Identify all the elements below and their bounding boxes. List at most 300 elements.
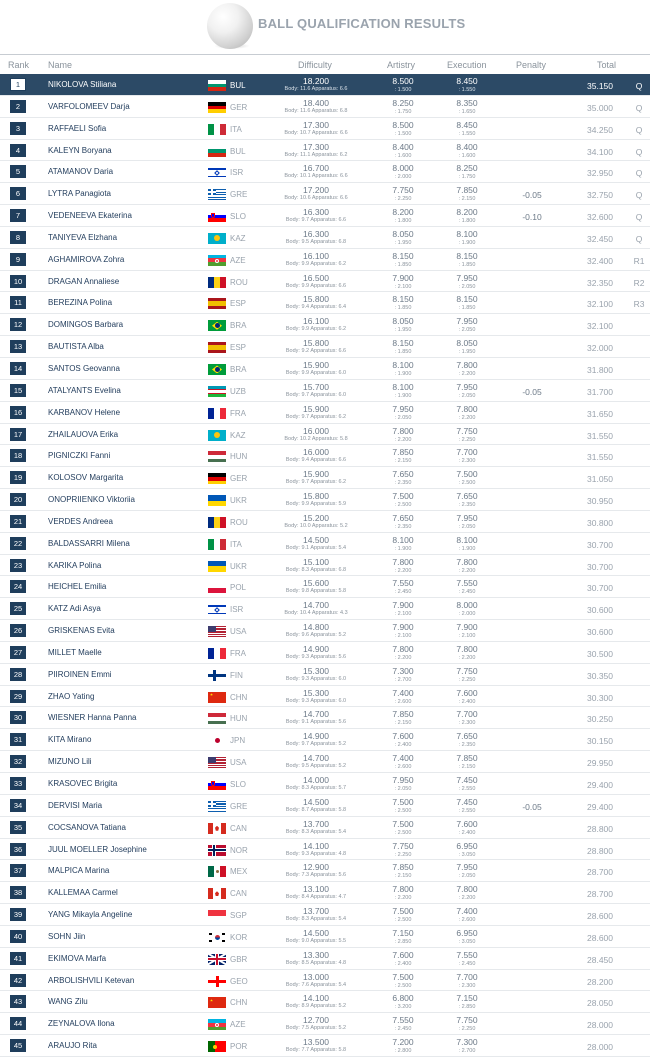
artistry-score: 7.600	[392, 949, 414, 960]
artistry-score: 7.900	[392, 272, 414, 283]
table-row	[0, 424, 650, 446]
artistry-deduction: : 1.750	[394, 108, 412, 115]
rank-badge: 1	[10, 78, 26, 91]
difficulty-score: 15.300	[303, 665, 329, 676]
difficulty-breakdown: Body: 10.7 Apparatus: 6.6	[284, 129, 348, 136]
flag-icon	[208, 1019, 226, 1030]
athlete-name: ARBOLISHVILI Ketevan	[48, 975, 135, 985]
country-code: FRA	[230, 648, 246, 658]
difficulty-breakdown: Body: 8.7 Apparatus: 5.8	[285, 806, 347, 813]
difficulty-breakdown: Body: 7.6 Apparatus: 5.4	[285, 981, 347, 988]
artistry-deduction: : 2.400	[394, 742, 412, 749]
penalty-value: -0.05	[522, 801, 542, 812]
qualification-status: Q	[635, 190, 643, 201]
execution-score: 7.750	[456, 665, 478, 676]
artistry-deduction: : 2.500	[394, 917, 412, 924]
flag-icon	[208, 626, 226, 637]
country-code: SLO	[230, 212, 247, 222]
table-row	[0, 96, 650, 118]
table-row	[0, 620, 650, 642]
athlete-name: KALEYN Boryana	[48, 145, 112, 155]
difficulty-score: 16.500	[303, 272, 329, 283]
execution-deduction: : 1.850	[458, 261, 476, 268]
qualification-status: Q	[635, 146, 643, 157]
difficulty-breakdown: Body: 7.7 Apparatus: 5.8	[285, 1047, 347, 1054]
artistry-deduction: : 2.500	[394, 982, 412, 989]
difficulty-breakdown: Body: 9.7 Apparatus: 6.2	[285, 479, 347, 486]
execution-score: 7.850	[456, 753, 478, 764]
rank-badge: 44	[10, 1017, 26, 1030]
col-execution: Execution	[447, 60, 487, 70]
artistry-deduction: : 2.000	[394, 174, 412, 181]
flag-icon	[208, 473, 226, 484]
rank-badge: 40	[10, 930, 26, 943]
difficulty-breakdown: Body: 9.3 Apparatus: 6.0	[285, 697, 347, 704]
difficulty-breakdown: Body: 9.3 Apparatus: 6.0	[285, 675, 347, 682]
artistry-score: 7.200	[392, 1037, 414, 1048]
difficulty-score: 15.300	[303, 687, 329, 698]
rank-badge: 38	[10, 886, 26, 899]
execution-score: 8.100	[456, 534, 478, 545]
athlete-name: SANTOS Geovanna	[48, 363, 120, 373]
execution-deduction: : 2.350	[458, 742, 476, 749]
artistry-deduction: : 3.200	[394, 1004, 412, 1011]
artistry-score: 8.000	[392, 163, 414, 174]
execution-score: 7.900	[456, 622, 478, 633]
country-code: FIN	[230, 670, 243, 680]
flag-icon	[208, 604, 226, 615]
flag-icon	[208, 298, 226, 309]
flag-icon	[208, 997, 226, 1008]
difficulty-breakdown: Body: 10.0 Apparatus: 5.2	[284, 522, 348, 529]
athlete-name: YANG Mikayla Angeline	[48, 910, 133, 920]
total-score: 30.700	[587, 561, 613, 572]
ball-icon	[207, 3, 253, 49]
artistry-score: 8.400	[392, 141, 414, 152]
execution-deduction: : 2.700	[458, 1048, 476, 1055]
artistry-deduction: : 2.250	[394, 196, 412, 203]
table-row	[0, 664, 650, 686]
execution-deduction: : 2.850	[458, 1004, 476, 1011]
rank-badge: 11	[10, 296, 26, 309]
difficulty-score: 18.200	[303, 76, 329, 86]
artistry-score: 7.600	[392, 731, 414, 742]
total-score: 28.800	[587, 845, 613, 856]
execution-score: 7.950	[456, 316, 478, 327]
qualification-status: Q	[635, 233, 643, 244]
flag-icon	[208, 845, 226, 856]
flag-icon	[208, 1041, 226, 1052]
artistry-score: 7.500	[392, 818, 414, 829]
execution-score: 7.750	[456, 425, 478, 436]
flag-icon	[208, 451, 226, 462]
execution-deduction: : 2.000	[458, 611, 476, 618]
difficulty-score: 16.000	[303, 425, 329, 436]
difficulty-breakdown: Body: 9.1 Apparatus: 5.6	[285, 719, 347, 726]
execution-score: 6.950	[456, 927, 478, 938]
total-score: 34.100	[587, 146, 613, 157]
rank-badge: 34	[10, 799, 26, 812]
execution-deduction: : 2.400	[458, 698, 476, 705]
difficulty-breakdown: Body: 10.1 Apparatus: 6.6	[284, 173, 348, 180]
artistry-score: 8.100	[392, 359, 414, 370]
country-code: GRE	[230, 190, 248, 200]
country-code: CAN	[230, 889, 247, 899]
athlete-name: DRAGAN Annaliese	[48, 276, 120, 286]
rank-badge: 10	[10, 275, 26, 288]
country-code: GEO	[230, 976, 248, 986]
col-rank: Rank	[8, 60, 30, 70]
difficulty-breakdown: Body: 9.4 Apparatus: 6.4	[285, 304, 347, 311]
country-code: ROU	[230, 277, 248, 287]
flag-icon	[208, 910, 226, 921]
execution-deduction: : 1.750	[458, 174, 476, 181]
qualification-status: Q	[635, 212, 643, 223]
artistry-deduction: : 1.900	[394, 370, 412, 377]
flag-icon	[208, 582, 226, 593]
difficulty-breakdown: Body: 9.9 Apparatus: 5.9	[285, 501, 347, 508]
total-score: 28.450	[587, 954, 613, 965]
artistry-score: 7.850	[392, 709, 414, 720]
penalty-value: -0.05	[522, 190, 542, 201]
execution-score: 7.950	[456, 512, 478, 523]
rank-badge: 12	[10, 318, 26, 331]
execution-deduction: : 1.650	[458, 108, 476, 115]
artistry-score: 7.850	[392, 862, 414, 873]
execution-score: 7.950	[456, 272, 478, 283]
execution-deduction: : 1.600	[458, 152, 476, 159]
table-row	[0, 533, 650, 555]
execution-deduction: : 2.300	[458, 982, 476, 989]
flag-icon	[208, 277, 226, 288]
rank-badge: 39	[10, 908, 26, 921]
execution-deduction: : 2.250	[458, 436, 476, 443]
artistry-score: 7.300	[392, 665, 414, 676]
table-row	[0, 336, 650, 358]
country-code: ESP	[230, 299, 247, 309]
table-row	[0, 205, 650, 227]
difficulty-score: 13.100	[303, 884, 329, 895]
country-code: BRA	[230, 321, 247, 331]
rank-badge: 14	[10, 362, 26, 375]
athlete-name: ATALYANTS Evelina	[48, 385, 121, 395]
country-code: BUL	[230, 146, 246, 156]
execution-score: 8.200	[456, 207, 478, 218]
rank-badge: 26	[10, 624, 26, 637]
execution-score: 7.950	[456, 381, 478, 392]
execution-score: 7.650	[456, 491, 478, 502]
country-code: ISR	[230, 605, 244, 615]
flag-icon	[208, 670, 226, 681]
difficulty-score: 14.500	[303, 796, 329, 807]
artistry-deduction: : 1.500	[394, 87, 412, 93]
execution-deduction: : 2.250	[458, 676, 476, 683]
athlete-name: EKIMOVA Marfa	[48, 953, 107, 963]
table-row	[0, 773, 650, 795]
rank-badge: 3	[10, 122, 26, 135]
execution-deduction: : 2.200	[458, 895, 476, 902]
flag-icon	[208, 735, 226, 746]
execution-deduction: : 2.150	[458, 196, 476, 203]
country-code: HUN	[230, 452, 248, 462]
flag-icon	[208, 932, 226, 943]
total-score: 29.400	[587, 801, 613, 812]
execution-score: 7.550	[456, 949, 478, 960]
execution-score: 8.400	[456, 141, 478, 152]
total-score: 32.600	[587, 212, 613, 223]
execution-score: 7.700	[456, 447, 478, 458]
country-code: KAZ	[230, 430, 246, 440]
flag-icon	[208, 648, 226, 659]
athlete-name: HEICHEL Emilia	[48, 582, 107, 592]
total-score: 28.700	[587, 867, 613, 878]
difficulty-score: 16.000	[303, 447, 329, 458]
flag-icon	[208, 146, 226, 157]
rank-badge: 45	[10, 1039, 26, 1052]
artistry-score: 8.100	[392, 381, 414, 392]
difficulty-breakdown: Body: 11.1 Apparatus: 6.2	[284, 151, 348, 158]
rank-badge: 19	[10, 471, 26, 484]
execution-score: 7.800	[456, 403, 478, 414]
artistry-deduction: : 1.900	[394, 392, 412, 399]
rank-badge: 20	[10, 493, 26, 506]
table-row	[0, 140, 650, 162]
flag-icon	[208, 102, 226, 113]
artistry-deduction: : 2.100	[394, 611, 412, 618]
athlete-name: KOLOSOV Margarita	[48, 473, 124, 483]
country-code: GRE	[230, 801, 248, 811]
execution-score: 7.750	[456, 1015, 478, 1026]
total-score: 30.350	[587, 670, 613, 681]
table-row	[0, 183, 650, 205]
execution-deduction: : 2.050	[458, 392, 476, 399]
execution-score: 8.100	[456, 228, 478, 239]
difficulty-score: 18.400	[303, 97, 329, 108]
country-code: POR	[230, 1042, 248, 1052]
rank-badge: 33	[10, 777, 26, 790]
difficulty-score: 15.100	[303, 556, 329, 567]
rank-badge: 7	[10, 209, 26, 222]
difficulty-score: 17.300	[303, 119, 329, 130]
artistry-deduction: : 2.500	[394, 829, 412, 836]
total-score: 28.050	[587, 998, 613, 1009]
table-header	[0, 54, 650, 74]
total-score: 32.950	[587, 168, 613, 179]
artistry-deduction: : 2.350	[394, 480, 412, 487]
athlete-name: ATAMANOV Daria	[48, 167, 114, 177]
qualification-status: R2	[633, 277, 645, 288]
col-name: Name	[48, 60, 73, 70]
table-row	[0, 445, 650, 467]
table-row	[0, 751, 650, 773]
total-score: 29.950	[587, 758, 613, 769]
artistry-score: 7.800	[392, 884, 414, 895]
artistry-score: 8.150	[392, 294, 414, 305]
country-code: BUL	[230, 81, 246, 90]
table-row	[0, 948, 650, 970]
total-score: 28.000	[587, 1020, 613, 1031]
table-row	[0, 795, 650, 817]
artistry-deduction: : 2.450	[394, 589, 412, 596]
difficulty-score: 15.600	[303, 578, 329, 589]
athlete-name: RAFFAELI Sofia	[48, 123, 107, 133]
qualification-status: Q	[635, 124, 643, 135]
difficulty-breakdown: Body: 8.4 Apparatus: 4.7	[285, 894, 347, 901]
execution-score: 8.050	[456, 338, 478, 349]
difficulty-score: 14.100	[303, 840, 329, 851]
difficulty-score: 13.300	[303, 949, 329, 960]
table-row	[0, 314, 650, 336]
flag-icon	[208, 757, 226, 768]
country-code: AZE	[230, 1020, 246, 1030]
artistry-score: 7.900	[392, 622, 414, 633]
col-total: Total	[597, 60, 617, 70]
table-row	[0, 991, 650, 1013]
table-row	[0, 358, 650, 380]
athlete-name: BALDASSARRI Milena	[48, 538, 130, 548]
rank-badge: 31	[10, 733, 26, 746]
artistry-score: 7.800	[392, 643, 414, 654]
table-row	[0, 839, 650, 861]
rank-badge: 13	[10, 340, 26, 353]
execution-deduction: : 1.800	[458, 218, 476, 225]
qualification-status: R3	[633, 299, 645, 310]
execution-deduction: : 2.300	[458, 458, 476, 465]
difficulty-score: 13.700	[303, 906, 329, 917]
artistry-deduction: : 2.150	[394, 458, 412, 465]
qualification-status: Q	[635, 168, 643, 179]
artistry-score: 7.650	[392, 469, 414, 480]
athlete-name: WANG Zilu	[48, 997, 88, 1007]
artistry-score: 8.500	[392, 76, 414, 86]
execution-deduction: : 3.050	[458, 938, 476, 945]
table-row	[0, 576, 650, 598]
artistry-score: 8.100	[392, 534, 414, 545]
artistry-score: 7.400	[392, 687, 414, 698]
difficulty-score: 17.300	[303, 141, 329, 152]
rank-badge: 32	[10, 755, 26, 768]
athlete-name: ZHAO Yating	[48, 691, 95, 701]
total-score: 35.150	[587, 81, 613, 91]
execution-deduction: : 2.550	[458, 786, 476, 792]
execution-score: 7.400	[456, 906, 478, 917]
athlete-name: VERDES Andreea	[48, 516, 113, 526]
page-header	[0, 0, 650, 50]
flag-icon	[208, 779, 226, 790]
difficulty-score: 16.100	[303, 250, 329, 261]
artistry-deduction: : 1.850	[394, 305, 412, 312]
flag-icon	[208, 713, 226, 724]
country-code: UKR	[230, 561, 247, 571]
artistry-deduction: : 2.200	[394, 654, 412, 661]
artistry-score: 7.750	[392, 185, 414, 196]
artistry-deduction: : 2.100	[394, 633, 412, 640]
country-code: KOR	[230, 932, 248, 942]
table-row	[0, 271, 650, 293]
table-row	[0, 380, 650, 402]
artistry-score: 7.950	[392, 403, 414, 414]
difficulty-breakdown: Body: 9.3 Apparatus: 5.6	[285, 653, 347, 660]
total-score: 30.700	[587, 539, 613, 550]
difficulty-score: 14.000	[303, 775, 329, 785]
difficulty-breakdown: Body: 11.6 Apparatus: 6.8	[284, 107, 348, 114]
difficulty-breakdown: Body: 9.5 Apparatus: 6.8	[285, 238, 347, 245]
total-score: 30.150	[587, 736, 613, 747]
difficulty-breakdown: Body: 8.5 Apparatus: 4.8	[285, 959, 347, 966]
country-code: CHN	[230, 998, 248, 1008]
athlete-name: VARFOLOMEEV Darja	[48, 101, 130, 111]
artistry-deduction: : 1.850	[394, 349, 412, 356]
rank-badge: 23	[10, 559, 26, 572]
difficulty-score: 14.700	[303, 600, 329, 611]
country-code: SGP	[230, 911, 247, 921]
difficulty-breakdown: Body: 9.0 Apparatus: 5.5	[285, 937, 347, 944]
difficulty-score: 17.200	[303, 185, 329, 196]
country-code: ITA	[230, 539, 242, 549]
difficulty-score: 12.900	[303, 862, 329, 873]
artistry-deduction: : 1.950	[394, 239, 412, 246]
difficulty-breakdown: Body: 7.3 Apparatus: 5.6	[285, 872, 347, 879]
athlete-name: MALPICA Marina	[48, 866, 110, 876]
difficulty-score: 14.900	[303, 731, 329, 742]
athlete-name: ARAUJO Rita	[48, 1041, 97, 1051]
artistry-deduction: : 1.600	[394, 152, 412, 159]
rank-badge: 42	[10, 974, 26, 987]
artistry-score: 7.500	[392, 906, 414, 917]
artistry-deduction: : 2.200	[394, 895, 412, 902]
total-score: 30.500	[587, 648, 613, 659]
execution-score: 7.150	[456, 993, 478, 1004]
results-table	[0, 74, 650, 1057]
execution-score: 8.350	[456, 97, 478, 108]
difficulty-score: 15.800	[303, 294, 329, 305]
rank-badge: 28	[10, 668, 26, 681]
difficulty-breakdown: Body: 9.7 Apparatus: 6.6	[285, 217, 347, 224]
difficulty-score: 15.200	[303, 512, 329, 523]
execution-deduction: : 2.350	[458, 502, 476, 509]
athlete-name: PIIROINEN Emmi	[48, 669, 112, 679]
flag-icon	[208, 495, 226, 506]
athlete-name: KATZ Adi Asya	[48, 604, 101, 614]
flag-icon	[208, 976, 226, 987]
athlete-name: NIKOLOVA Stiliana	[48, 80, 117, 89]
flag-icon	[208, 386, 226, 397]
total-score: 35.000	[587, 102, 613, 113]
execution-score: 8.150	[456, 294, 478, 305]
total-score: 32.350	[587, 277, 613, 288]
rank-badge: 36	[10, 843, 26, 856]
country-code: ITA	[230, 124, 242, 134]
execution-deduction: : 2.200	[458, 414, 476, 421]
execution-deduction: : 2.300	[458, 720, 476, 727]
table-row	[0, 686, 650, 708]
country-code: UKR	[230, 496, 247, 506]
total-score: 32.400	[587, 255, 613, 266]
rank-badge: 4	[10, 144, 26, 157]
execution-score: 7.600	[456, 687, 478, 698]
country-code: POL	[230, 583, 247, 593]
artistry-score: 6.800	[392, 993, 414, 1004]
execution-score: 7.800	[456, 884, 478, 895]
athlete-name: BEREZINA Polina	[48, 298, 113, 308]
total-score: 31.800	[587, 364, 613, 375]
penalty-value: -0.05	[522, 386, 542, 397]
table-row	[0, 467, 650, 489]
artistry-score: 7.750	[392, 840, 414, 851]
country-code: ISR	[230, 168, 244, 178]
total-score: 28.700	[587, 889, 613, 900]
country-code: JPN	[230, 736, 246, 746]
